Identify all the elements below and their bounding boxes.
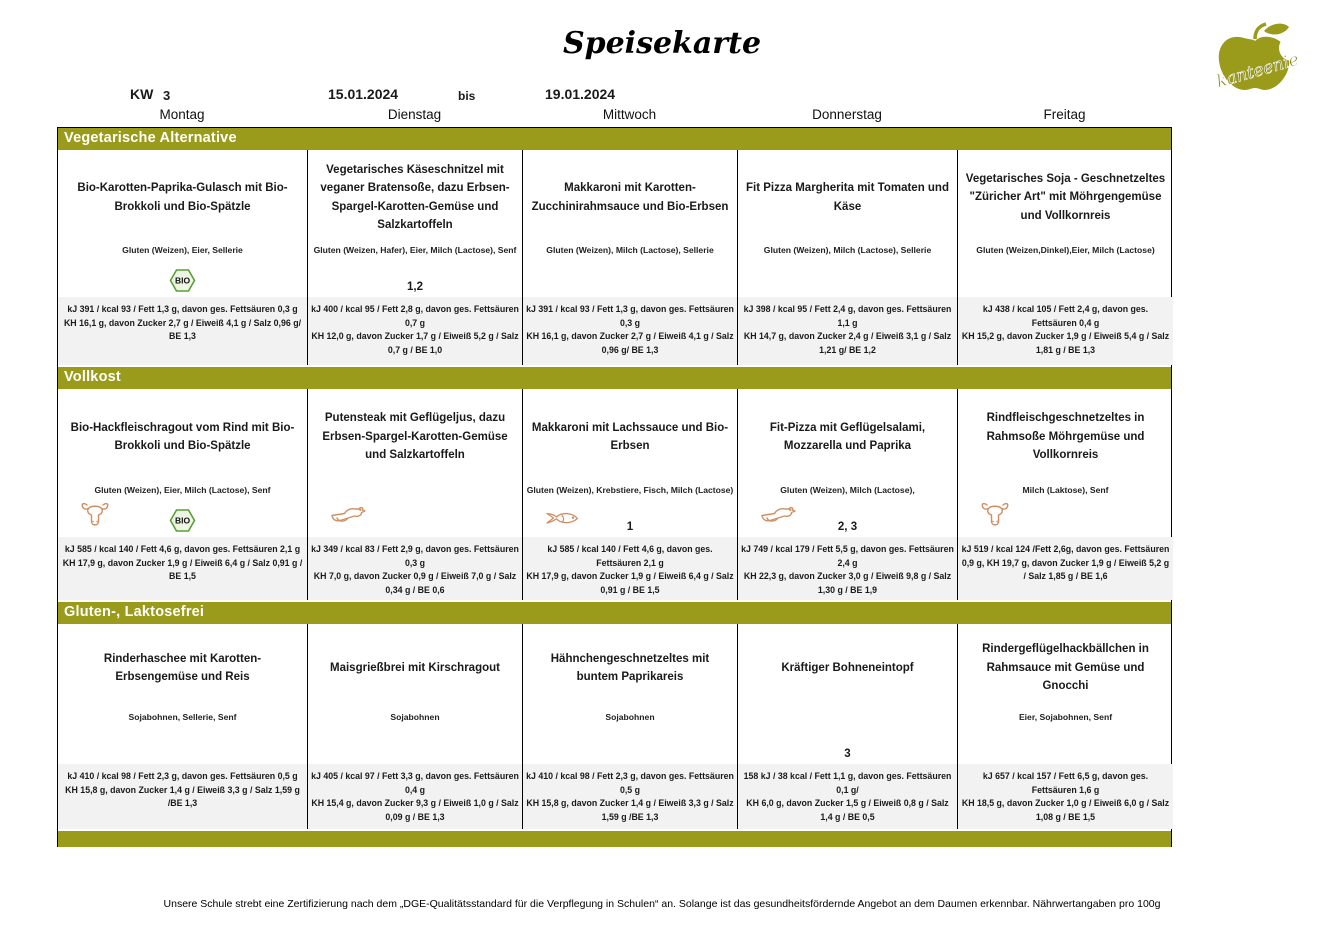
nutrition-line: kJ 749 / kcal 179 / Fett 5,5 g, davon ges. Fettsäuren 2,4 g — [741, 544, 954, 568]
allergen-list: Gluten (Weizen), Eier, Sellerie — [122, 245, 243, 255]
icon-row — [58, 728, 307, 764]
weekday-row — [57, 107, 1172, 122]
icon-row — [958, 728, 1173, 764]
icon-row — [308, 261, 522, 297]
kw-number: 3 — [163, 88, 171, 103]
nutrition-cell-mittwoch — [523, 537, 738, 600]
additive-numbers — [523, 521, 737, 533]
nutrition-cell-mittwoch — [523, 297, 738, 365]
date-from: 15.01.2024 — [328, 86, 399, 102]
nutrition-line: KH 16,1 g, davon Zucker 2,7 g / Eiweiß 4,1 g / Salz 0,96 g/ BE 1,3 — [63, 317, 302, 342]
meal-title: Rindfleischgeschnetzeltes in Rahmsoße Möhrgemüse und Vollkornreis — [986, 412, 1145, 462]
meal-cell-montag — [58, 150, 308, 297]
bio-icon — [58, 508, 307, 533]
kw-label: KW — [130, 86, 154, 102]
meal-cell-donnerstag — [738, 624, 958, 764]
meal-cell-donnerstag — [738, 150, 958, 297]
weekday-mittwoch: Mittwoch — [602, 107, 657, 122]
bis-label: bis — [458, 89, 476, 103]
nutrition-line: KH 17,9 g, davon Zucker 1,9 g / Eiweiß 6,4 g / Salz 0,91 g / BE 1,5 — [526, 571, 734, 595]
cow-icon — [980, 501, 1010, 533]
meal-cell-freitag — [958, 150, 1173, 297]
bio-icon — [58, 268, 307, 293]
meal-cell-montag — [58, 389, 308, 537]
meal-title: Fit Pizza Margherita mit Tomaten und Käse — [746, 182, 949, 213]
meal-row-vegetarisch — [58, 150, 1171, 297]
nutrition-cell-mittwoch — [523, 764, 738, 829]
nutrition-line: KH 16,1 g, davon Zucker 2,7 g / Eiweiß 4,1 g / Salz 0,96 g/ BE 1,3 — [526, 331, 734, 355]
allergen-list: Sojabohnen — [605, 712, 655, 722]
section-header-glutenfrei: Gluten-, Laktosefrei — [58, 602, 1171, 624]
allergen-list: Gluten (Weizen), Milch (Lactose), — [780, 485, 915, 495]
nutrition-line: kJ 585 / kcal 140 / Fett 4,6 g, davon ges. Fettsäuren 2,1 g — [547, 544, 713, 568]
nutrition-line: kJ 657 / kcal 157 / Fett 6,5 g, davon ges. Fettsäuren 1,6 g — [982, 771, 1149, 795]
icon-row — [523, 261, 737, 297]
nutrition-cell-donnerstag — [738, 297, 958, 365]
allergen-list: Gluten (Weizen), Krebstiere, Fisch, Milch (Lactose) — [526, 485, 734, 495]
meal-cell-montag — [58, 624, 308, 764]
weekday-freitag: Freitag — [1043, 107, 1086, 122]
section-header-vollkost: Vollkost — [58, 367, 1171, 389]
meal-title: Vegetarisches Soja - Geschnetzeltes "Züricher Art" mit Möhrgengemüse und Vollkornreis — [965, 172, 1166, 222]
weekday-donnerstag: Donnerstag — [812, 107, 882, 122]
icon-row — [58, 501, 307, 537]
nutrition-row-vegetarisch — [58, 297, 1171, 365]
meal-cell-mittwoch — [523, 150, 738, 297]
icon-row — [308, 728, 522, 764]
icon-row — [738, 501, 957, 537]
nutrition-line: KH 17,9 g, davon Zucker 1,9 g / Eiweiß 6,4 g / Salz 0,91 g / BE 1,5 — [62, 557, 303, 582]
nutrition-line: kJ 410 / kcal 98 / Fett 2,3 g, davon ges. Fettsäuren 0,5 g — [67, 771, 298, 781]
nutrition-line: KH 12,0 g, davon Zucker 1,7 g / Eiweiß 5,2 g / Salz 0,7 g / BE 1,0 — [311, 331, 519, 355]
meal-title: Bio-Karotten-Paprika-Gulasch mit Bio-Brokkoli und Bio-Spätzle — [77, 182, 288, 213]
meal-title: Makkaroni mit Karotten-Zucchinirahmsauce und Bio-Erbsen — [531, 182, 729, 213]
nutrition-line: kJ 349 / kcal 83 / Fett 2,9 g, davon ges. Fettsäuren 0,3 g — [311, 544, 519, 568]
nutrition-line: KH 15,8 g, davon Zucker 1,4 g / Eiweiß 3,3 g / Salz 1,59 g /BE 1,3 — [526, 798, 734, 822]
meal-title: Putensteak mit Geflügeljus, dazu Erbsen-Spargel-Karotten-Gemüse und Salzkartoffeln — [322, 412, 508, 462]
icon-row — [523, 728, 737, 764]
meal-title: Rindergeflügelhackbällchen in Rahmsauce mit Gemüse und Gnocchi — [982, 643, 1149, 693]
logo-wordmark: kanteenie — [1214, 49, 1302, 93]
nutrition-line: KH 7,0 g, davon Zucker 0,9 g / Eiweiß 7,0 g / Salz 0,34 g / BE 0,6 — [313, 571, 517, 595]
icon-row — [738, 261, 957, 297]
meal-title: Maisgrießbrei mit Kirschragout — [330, 661, 500, 674]
meal-row-vollkost — [58, 389, 1171, 537]
allergen-list: Gluten (Weizen), Milch (Lactose), Sellerie — [546, 245, 714, 255]
weekday-dienstag: Dienstag — [387, 107, 442, 122]
allergen-list: Gluten (Weizen), Eier, Milch (Lactose), Senf — [94, 485, 271, 495]
meal-title: Hähnchengeschnetzeltes mit buntem Paprikareis — [550, 652, 710, 683]
meal-cell-freitag — [958, 389, 1173, 537]
icon-row — [308, 501, 522, 537]
allergen-list: Gluten (Weizen), Milch (Lactose), Sellerie — [763, 245, 932, 255]
nutrition-line: KH 15,4 g, davon Zucker 9,3 g / Eiweiß 1,0 g / Salz 0,09 g / BE 1,3 — [311, 798, 519, 822]
nutrition-line: kJ 400 / kcal 95 / Fett 2,8 g, davon ges. Fettsäuren 0,7 g — [311, 304, 519, 328]
icon-row — [958, 501, 1173, 537]
meal-cell-dienstag — [308, 389, 523, 537]
nutrition-cell-dienstag — [308, 764, 523, 829]
section-header-vegetarisch: Vegetarische Alternative — [58, 128, 1171, 150]
meal-title: Vegetarisches Käseschnitzel mit veganer Bratensoße, dazu Erbsen-Spargel-Karotten-Gemüse und Salzkartoffeln — [320, 163, 510, 231]
additive-numbers-text: 1 — [626, 521, 634, 533]
nutrition-cell-freitag — [958, 537, 1173, 600]
bird-icon — [330, 503, 366, 533]
meal-title: Bio-Hackfleischragout vom Rind mit Bio-Brokkoli und Bio-Spätzle — [70, 421, 295, 452]
meal-title: Makkaroni mit Lachssauce und Bio-Erbsen — [531, 421, 729, 452]
nutrition-line: KH 6,0 g, davon Zucker 1,5 g / Eiweiß 0,8 g / Salz 1,4 g / BE 0,5 — [746, 798, 949, 822]
nutrition-line: 158 kJ / 38 kcal / Fett 1,1 g, davon ges. Fettsäuren 0,1 g/ — [743, 771, 952, 795]
additive-numbers — [738, 521, 957, 533]
nutrition-line: KH 18,5 g, davon Zucker 1,0 g / Eiweiß 6,0 g / Salz 1,08 g / BE 1,5 — [961, 798, 1170, 822]
additive-numbers — [308, 281, 522, 293]
allergen-list: Gluten (Weizen,Dinkel),Eier, Milch (Lactose) — [976, 245, 1155, 255]
icon-row — [738, 728, 957, 764]
meal-cell-dienstag — [308, 624, 523, 764]
nutrition-row-glutenfrei — [58, 764, 1171, 829]
week-header — [0, 86, 1324, 104]
nutrition-cell-donnerstag — [738, 537, 958, 600]
meal-cell-dienstag — [308, 150, 523, 297]
nutrition-line: kJ 391 / kcal 93 / Fett 1,3 g, davon ges. Fettsäuren 0,3 g — [67, 304, 298, 314]
footer-note: Unsere Schule strebt eine Zertifizierung nach dem „DGE-Qualitätsstandard für die Verpflegung in Schulen“ an. Solange ist das gesundheitsfördernde Angebot an dem Daumen erkennbar. Nährwertangaben pro 100g — [163, 898, 1161, 910]
meal-title: Kräftiger Bohneneintopf — [781, 661, 914, 674]
nutrition-line: KH 14,7 g, davon Zucker 2,4 g / Eiweiß 3,1 g / Salz 1,21 g/ BE 1,2 — [743, 331, 952, 355]
nutrition-line: KH 15,8 g, davon Zucker 1,4 g / Eiweiß 3,3 g / Salz 1,59 g /BE 1,3 — [65, 784, 300, 809]
additive-numbers-text: 1,2 — [407, 281, 423, 293]
icon-row — [958, 261, 1173, 297]
nutrition-cell-donnerstag — [738, 764, 958, 829]
nutrition-line: kJ 391 / kcal 93 / Fett 1,3 g, davon ges. Fettsäuren 0,3 g — [526, 304, 734, 328]
allergen-list: Sojabohnen — [390, 712, 440, 722]
nutrition-cell-dienstag — [308, 537, 523, 600]
page-title: Speisekarte — [562, 26, 762, 61]
allergen-list: Sojabohnen, Sellerie, Senf — [128, 712, 237, 722]
nutrition-line: kJ 438 / kcal 105 / Fett 2,4 g, davon ges. Fettsäuren 0,4 g — [982, 304, 1149, 328]
meal-cell-mittwoch — [523, 389, 738, 537]
weekday-montag: Montag — [159, 107, 205, 122]
nutrition-cell-dienstag — [308, 297, 523, 365]
nutrition-cell-freitag — [958, 764, 1173, 829]
additive-numbers-text: 3 — [844, 748, 851, 760]
allergen-list: Milch (Laktose), Senf — [1022, 485, 1109, 495]
meal-cell-freitag — [958, 624, 1173, 764]
allergen-list: Eier, Sojabohnen, Senf — [1018, 712, 1113, 722]
icon-row — [523, 501, 737, 537]
nutrition-line: KH 15,2 g, davon Zucker 1,9 g / Eiweiß 5,4 g / Salz 1,81 g / BE 1,3 — [961, 331, 1170, 355]
nutrition-cell-montag — [58, 764, 308, 829]
table-bottom-bar — [58, 831, 1171, 847]
svg-text:BIO: BIO — [174, 515, 191, 526]
allergen-list: Gluten (Weizen, Hafer), Eier, Milch (Lactose), Senf — [313, 245, 517, 255]
nutrition-line: kJ 410 / kcal 98 / Fett 2,3 g, davon ges. Fettsäuren 0,5 g — [526, 771, 734, 795]
nutrition-line: kJ 585 / kcal 140 / Fett 4,6 g, davon ges. Fettsäuren 2,1 g — [64, 544, 301, 554]
meal-cell-mittwoch — [523, 624, 738, 764]
meal-title: Rinderhaschee mit Karotten-Erbsengemüse und Reis — [103, 652, 262, 683]
nutrition-cell-montag — [58, 537, 308, 600]
additive-numbers-text: 2, 3 — [837, 521, 858, 533]
meal-cell-donnerstag — [738, 389, 958, 537]
nutrition-line: kJ 398 / kcal 95 / Fett 2,4 g, davon ges. Fettsäuren 1,1 g — [743, 304, 952, 328]
allergen-list — [308, 485, 522, 501]
menu-table — [57, 127, 1172, 847]
additive-numbers — [738, 748, 957, 760]
nutrition-line: kJ 405 / kcal 97 / Fett 3,3 g, davon ges. Fettsäuren 0,4 g — [311, 771, 519, 795]
meal-row-glutenfrei — [58, 624, 1171, 764]
allergen-list — [738, 712, 957, 728]
nutrition-cell-montag — [58, 297, 308, 365]
nutrition-cell-freitag — [958, 297, 1173, 365]
date-to: 19.01.2024 — [545, 86, 616, 102]
meal-title: Fit-Pizza mit Geflügelsalami, Mozzarella und Paprika — [769, 421, 926, 452]
nutrition-row-vollkost — [58, 537, 1171, 600]
icon-row — [58, 261, 307, 297]
nutrition-line: KH 22,3 g, davon Zucker 3,0 g / Eiweiß 9,8 g / Salz 1,30 g / BE 1,9 — [743, 571, 952, 595]
svg-text:BIO: BIO — [174, 275, 191, 286]
nutrition-line: kJ 519 / kcal 124 /Fett 2,6g, davon ges. Fettsäuren 0,9 g, KH 19,7 g, davon Zucker 1,9 g / Eiweiß 5,2 g / Salz 1,85 g / BE 1,6 — [961, 544, 1170, 582]
